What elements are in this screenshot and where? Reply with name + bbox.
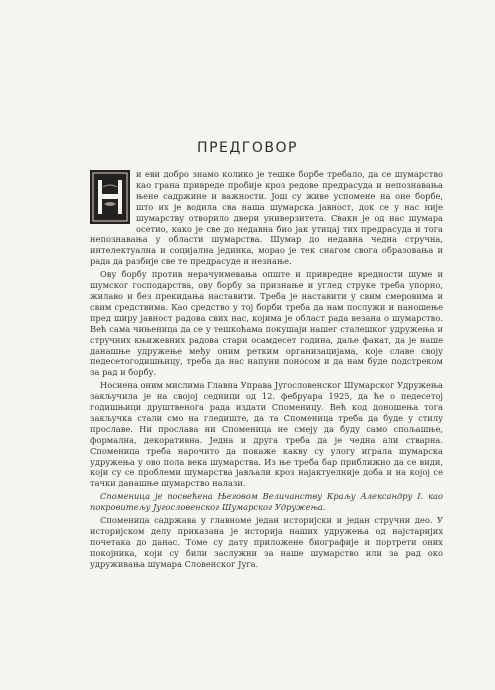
paragraph-1 (90, 169, 443, 267)
drop-cap-letter (92, 172, 128, 222)
drop-cap-ornament (90, 170, 130, 224)
paragraph-4: Споменица је посвећена Његовом Величанству Краљу Александру I. као покровитељу Југословенског Шумарског Удружења. (90, 491, 443, 513)
paragraph-1-text: и еви добро знамо колико је тешке борбе требало, да се шумарство као грана привреде пробије кроз редове предрасуда и непознавања њене садржине и важности. Још су живе успомене на оне борбе, што их је водила сва наша шумарска јавност, док се у нас није шумарству отворило двери универзитета. Свакн је од нас шумара осетио, како је све до недавна био јак утицај тих предрасуда и тога непознавања у области шумарства. Шумар до недавна чедна стручна, интелектуална и социјална јединка, морао је тек снагом свога образовања и рада да разбије све те предрасуде и незнање. (90, 169, 443, 267)
document-body (90, 169, 443, 570)
page-title: ПРЕДГОВОР (197, 140, 298, 156)
paragraph-3: Носиена оним мислима Главна Управа Југословенског Шумарског Удружења закључила је на својој седници од 12. фебруара 1925, да ће о педесетој годишњици друштвенога рада издати Споменицу. Већ код доношења тога закључка стали смо на гледиште, да та Споменица треба да буде у стилу прославе. Ни прослава ни Споменица не смеју да буду само спољашње, формална, декоративна. Једна и друга треба да је чедна али стварна. Споменица треба нарочито да покаже какву су улогу играла шумарска удружења у ово пола века шумарства. Из ње треба бар приближно да се види, који су се проблеми шумарства јављали кроз најактуелније доба и на којој се тачки данашње шумарство налази. (90, 380, 443, 489)
paragraph-5: Споменица садржава у главноме један историјски и један стручни део. У историјском делу приказана је историја наших удружења од најстаријих почетака до данас. Томе су дату приложене биографије и портрети оних покојника, који су били заслужни за наше шумарство или за рад око удруживања шумара Словенског Југа. (90, 515, 443, 569)
paragraph-2: Ову борбу против нерачунмевања опште и привредне вредности шуме и шумског господарства, ову борбу за признање и углед струке треба упорно, жилаво и без прекидања наставити. Треба је наставити у свим смеровима и свим средствима. Као средство у тој борби треба да нам послужи и наношење пред ширу јавност радова свих нас, којима је област рада везана о шумарство. Већ сама чињеница да се у тешкоћама покушаји нашег сталешког удружења и стручних књижевних радова стари осамдесет година, даље факат, да је наше данашње удружење међу оним ретким организацијама, које славе своју педесетогодишњицу, треба да нас напуни поносом и да нам буде подстреком за рад и борбу. (90, 269, 443, 378)
